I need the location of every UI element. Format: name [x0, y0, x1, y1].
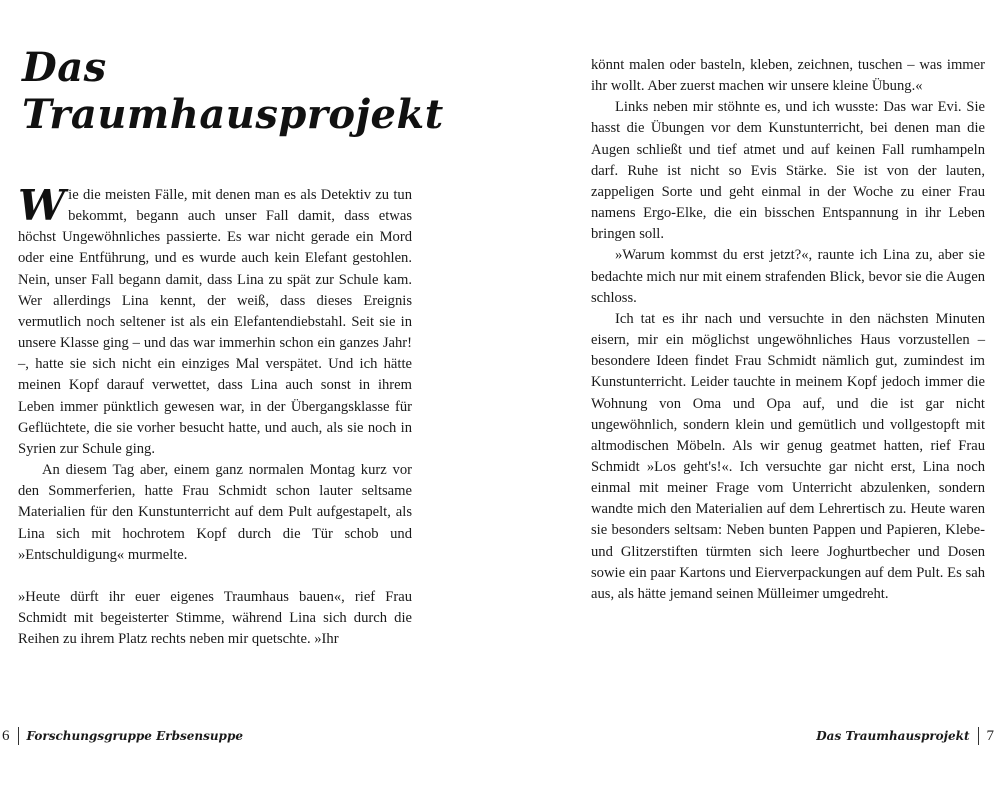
right-text-column	[591, 55, 985, 605]
footer-divider	[18, 727, 19, 745]
paragraph: »Heute dürft ihr euer eigenes Traumhaus bauen«, rief Frau Schmidt mit begeisterter Stimme, während Lina sich durch die Reihen zu ihrem Platz rechts neben mir quetschte. »Ihr	[18, 588, 412, 648]
chapter-title: Das Traumhausprojekt	[22, 44, 444, 138]
paragraph	[18, 181, 412, 460]
left-footer	[2, 727, 243, 745]
drop-cap: W	[18, 181, 66, 230]
paragraph: Links neben mir stöhnte es, und ich wusste: Das war Evi. Sie hasst die Übungen vor dem Kunstunterricht, bei denen man die Augen schließt und tief atmet und auf keinen Fall rumhampeln darf. Ruhe ist nicht so Evis Stärke. Sie ist von der lauten, zappeligen Sorte und geht einmal in der Woche zu einer Frau namens Ergo-Elke, die ein bisschen Entspannung in ihr Leben bringen soll.	[591, 99, 985, 243]
paragraph: An diesem Tag aber, einem ganz normalen Montag kurz vor den Sommerferien, hatte Frau Schmidt schon lauter seltsame Materialien für den Kunstunterricht auf dem Pult aufgestapelt, als Lina sich mit hochrotem Kopf durch die Tür schob und »Entschuldigung« murmelte.	[18, 462, 412, 563]
footer-divider	[978, 727, 979, 745]
right-footer	[816, 727, 994, 745]
left-text-column	[18, 181, 412, 650]
paragraph-text: ie die meisten Fälle, mit denen man es als Detektiv zu tun bekommt, begann auch unser Fall damit, dass etwas höchst Ungewöhnliches passierte. Es war nicht gerade ein Mord oder eine Entführung, und es wurde auch kein Elefant gestohlen. Nein, unser Fall begann damit, dass Lina zu spät zur Schule kam. Wer allerdings Lina kennt, der weiß, dass dieses Ereignis vermutlich noch seltener ist als ein Elefantendiebstahl. Seit sie in unsere Klasse ging – und das war immerhin schon ein ganzes Jahr! –, hatte sie sich nicht ein einziges Mal verspätet. Und ich hätte meinen Kopf darauf verwettet, dass Lina auch sonst in ihrem Leben immer pünktlich gewesen war, in der Übergangsklasse für Geflüchtete, die sie vorher besucht hatte, und auch, als sie noch in Syrien zur Schule ging.	[18, 187, 412, 457]
page-number: 6	[2, 727, 10, 744]
page-number: 7	[986, 727, 994, 744]
paragraph: könnt malen oder basteln, kleben, zeichnen, tuschen – was immer ihr wollt. Aber zuerst machen wir unsere kleine Übung.«	[591, 57, 985, 95]
running-head: Forschungsgruppe Erbsensuppe	[26, 729, 243, 743]
running-head: Das Traumhausprojekt	[816, 729, 970, 743]
paragraph: »Warum kommst du erst jetzt?«, raunte ich Lina zu, aber sie bedachte mich nur mit einem strafenden Blick, bevor sie die Augen schloss.	[591, 247, 985, 306]
paragraph: Ich tat es ihr nach und versuchte in den nächsten Minuten eisern, mir ein möglichst ungewöhnliches Haus vorzustellen – besondere Ideen findet Frau Schmidt nämlich gut, zumindest im Kunstunterricht. Leider tauchte in meinem Kopf jedoch immer die Wohnung von Oma und Opa auf, und die ist gar nicht ungewöhnlich, sondern klein und gemütlich und vollgestopft mit altmodischen Möbeln. Als wir genug geatmet hatten, rief Frau Schmidt »Los geht's!«. Ich versuchte gar nicht erst, Lina noch einmal mit meiner Frage vom Unterricht abzulenken, sondern wandte mich den Materialien auf dem Lehrertisch zu. Heute waren sie besonders seltsam: Neben bunten Pappen und Papieren, Klebe- und Glitzerstiften türmten sich leere Joghurtbecher und Dosen sowie ein paar Kartons und Eierverpackungen auf dem Pult. Es sah aus, als hätte jemand seinen Mülleimer umgedreht.	[591, 310, 985, 602]
